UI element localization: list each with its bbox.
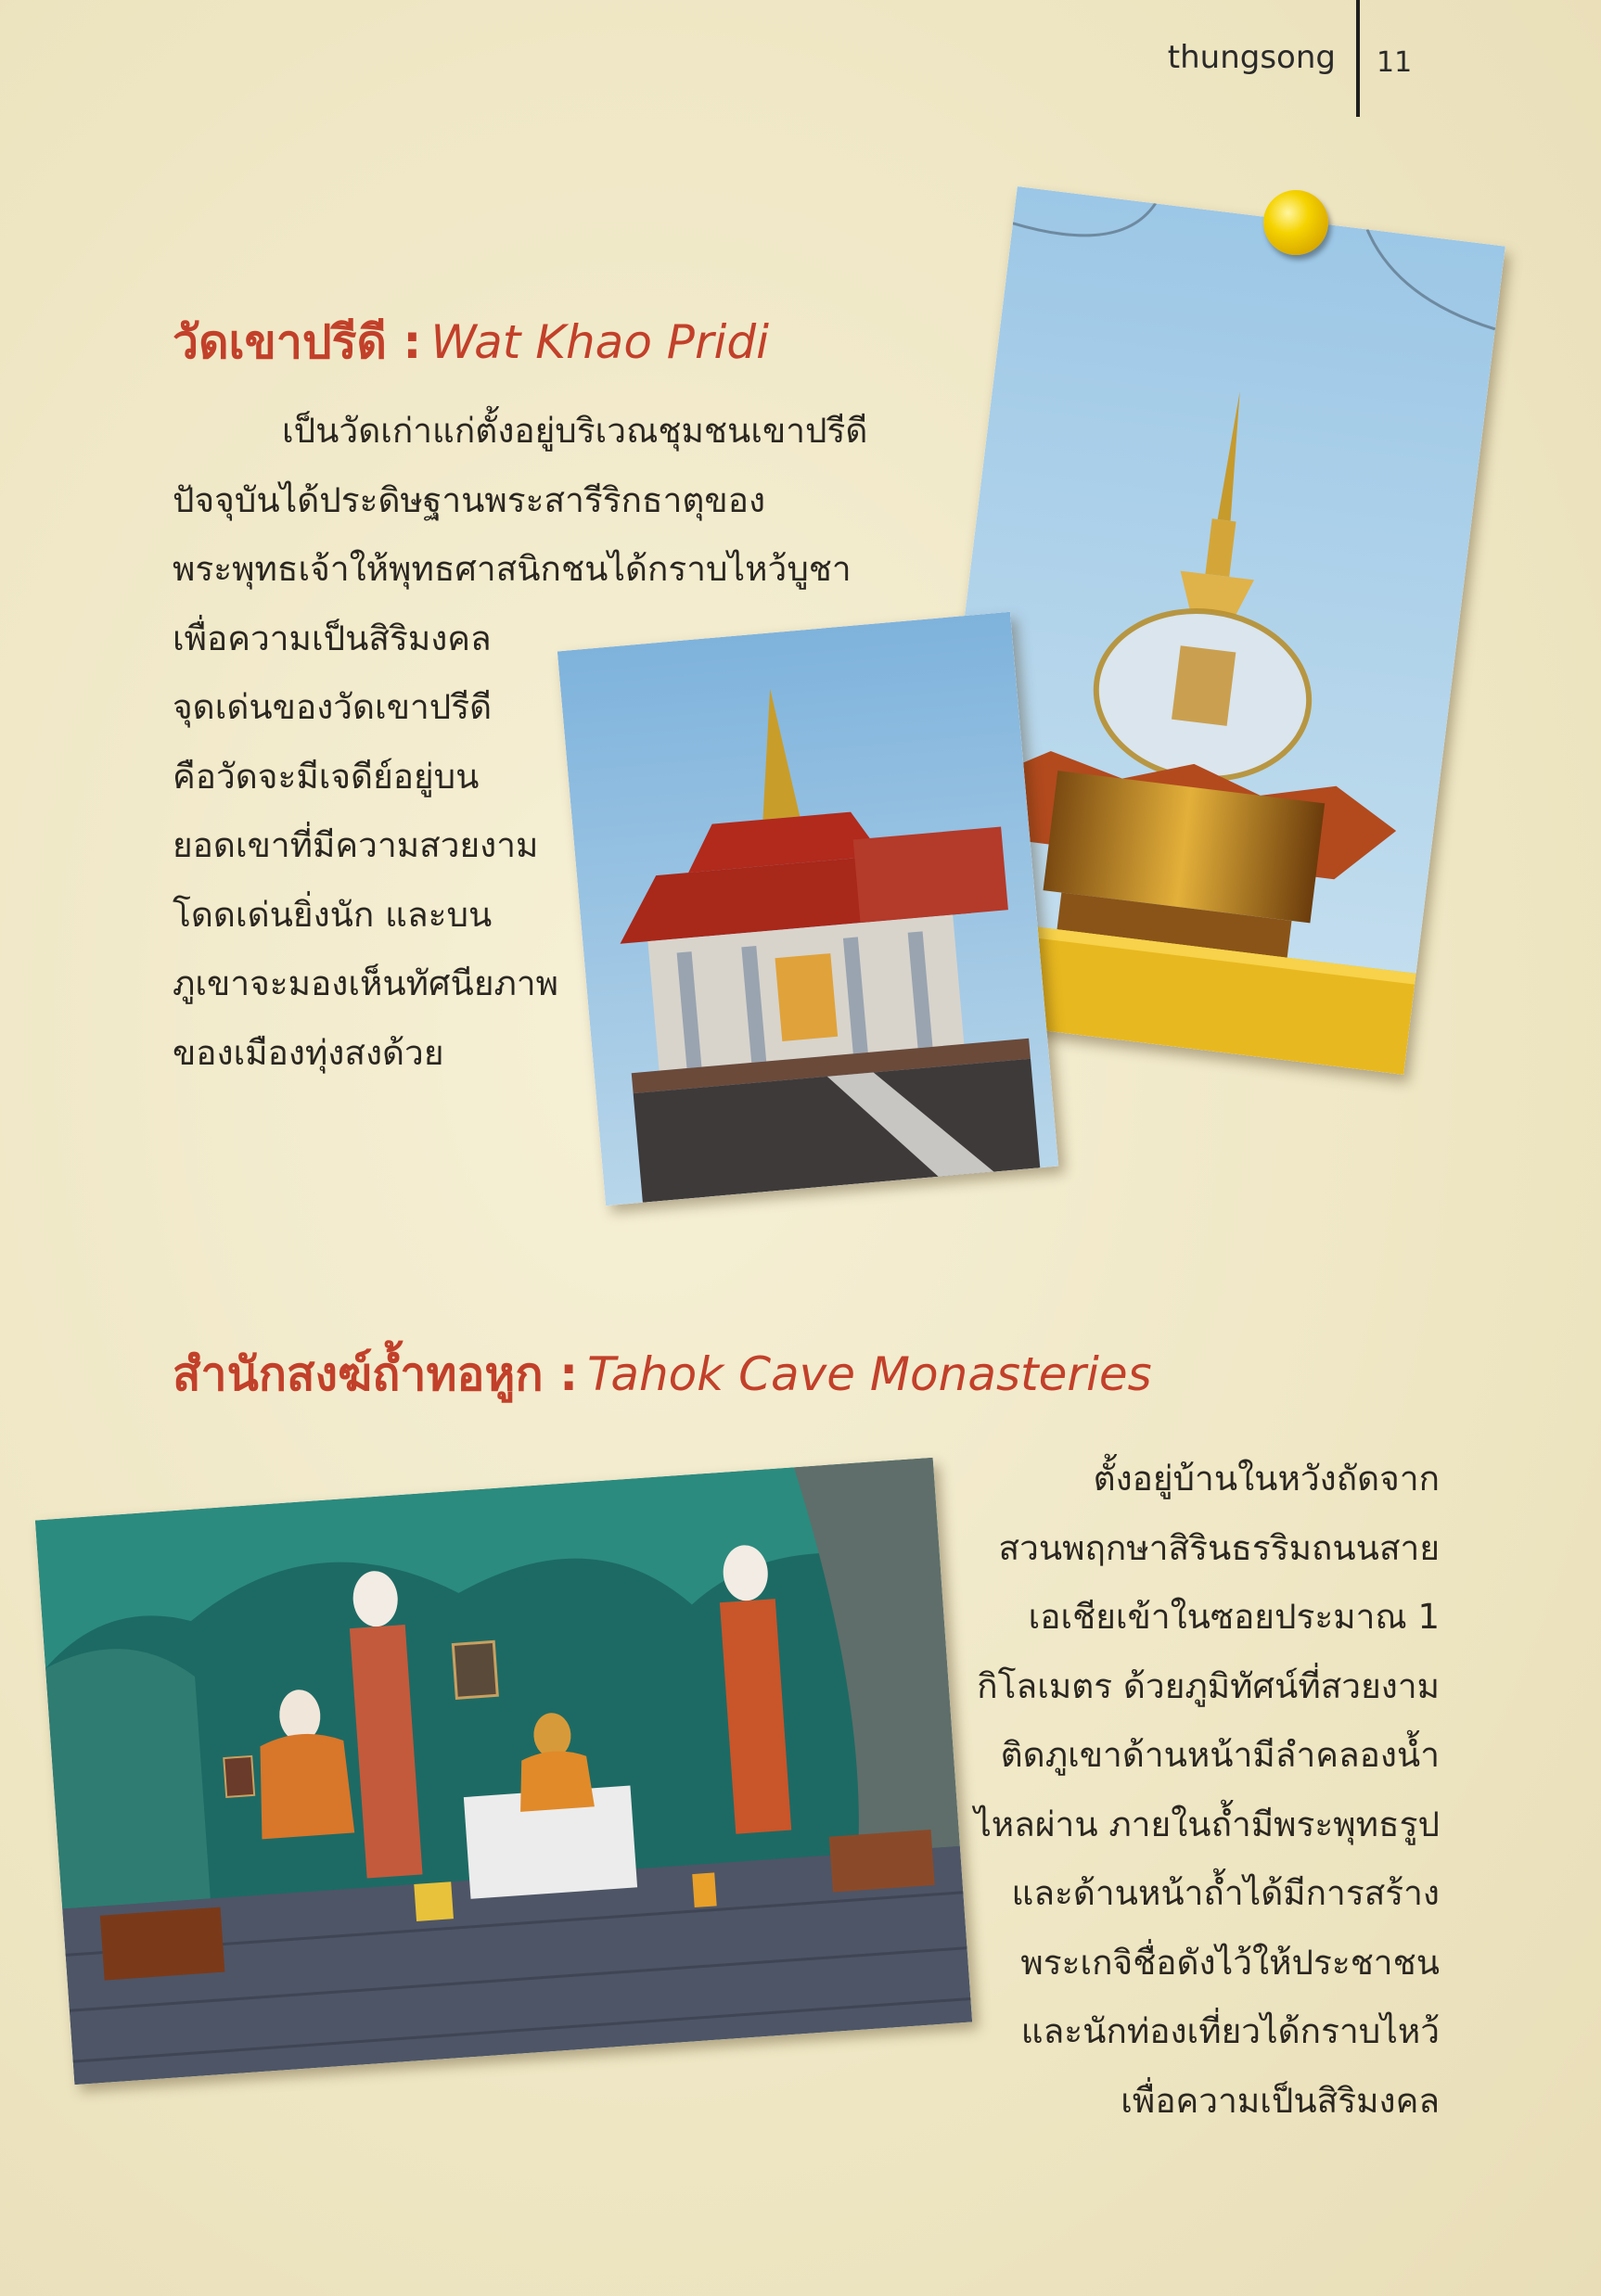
section2-title — [173, 1338, 1152, 1411]
section1-line: ของเมืองทุ่งสงด้วย — [173, 1032, 444, 1073]
section1-line: เพื่อความเป็นสิริมงคล — [173, 618, 492, 658]
photo-temple — [557, 612, 1058, 1205]
section1-line: ภูเขาจะมองเห็นทัศนียภาพ — [173, 963, 559, 1003]
section2-line: เอเชียเข้าในซอยประมาณ 1 — [1028, 1597, 1440, 1637]
pin-icon — [1263, 190, 1328, 255]
section1-title — [173, 306, 769, 379]
header-divider — [1356, 0, 1360, 117]
section1-line: จุดเด่นของวัดเขาปรีดี — [173, 687, 493, 727]
header-site-name: thungsong — [1167, 39, 1336, 76]
section2-line: ตั้งอยู่บ้านในหวังถัดจาก — [1093, 1459, 1440, 1499]
section2-title-en: Tahok Cave Monasteries — [587, 1347, 1152, 1401]
section2-line: เพื่อความเป็นสิริมงคล — [1121, 2080, 1440, 2121]
section1-line: โดดเด่นยิ่งนัก และบน — [173, 894, 493, 935]
section2-line: สวนพฤกษาสิรินธรริมถนนสาย — [998, 1527, 1440, 1568]
section2-line: ไหลผ่าน ภายในถ้ำมีพระพุทธรูป — [974, 1804, 1440, 1844]
section2-line: พระเกจิชื่อดังไว้ให้ประชาชน — [1020, 1942, 1440, 1983]
section2-body — [928, 1445, 1440, 2136]
section1-title-en: Wat Khao Pridi — [430, 315, 770, 369]
section2-line: ติดภูเขาด้านหน้ามีลำคลองน้ำ — [1000, 1735, 1440, 1775]
section1-line: คือวัดจะมีเจดีย์อยู่บน — [173, 756, 480, 797]
section2-title-th: สำนักสงฆ์ถ้ำทอหูก : — [173, 1347, 579, 1401]
section1-line: ยอดเขาที่มีความสวยงาม — [173, 825, 539, 865]
page-number: 11 — [1377, 46, 1413, 79]
section1-line: ปัจจุบันได้ประดิษฐานพระสารีริกธาตุของ — [173, 479, 766, 520]
section2-line: และด้านหน้าถ้ำได้มีการสร้าง — [1011, 1873, 1440, 1913]
section2-line: และนักท่องเที่ยวได้กราบไหว้ — [1020, 2011, 1440, 2051]
section1-line: เป็นวัดเก่าแก่ตั้งอยู่บริเวณชุมชนเขาปรีดี — [282, 411, 868, 451]
section2-line: กิโลเมตร ด้วยภูมิทัศน์ที่สวยงาม — [977, 1665, 1440, 1706]
photo-cave-monastery — [35, 1458, 972, 2085]
section1-title-th: วัดเขาปรีดี : — [173, 315, 422, 369]
section1-line: พระพุทธเจ้าให้พุทธศาสนิกชนได้กราบไหว้บูชา — [173, 549, 852, 589]
